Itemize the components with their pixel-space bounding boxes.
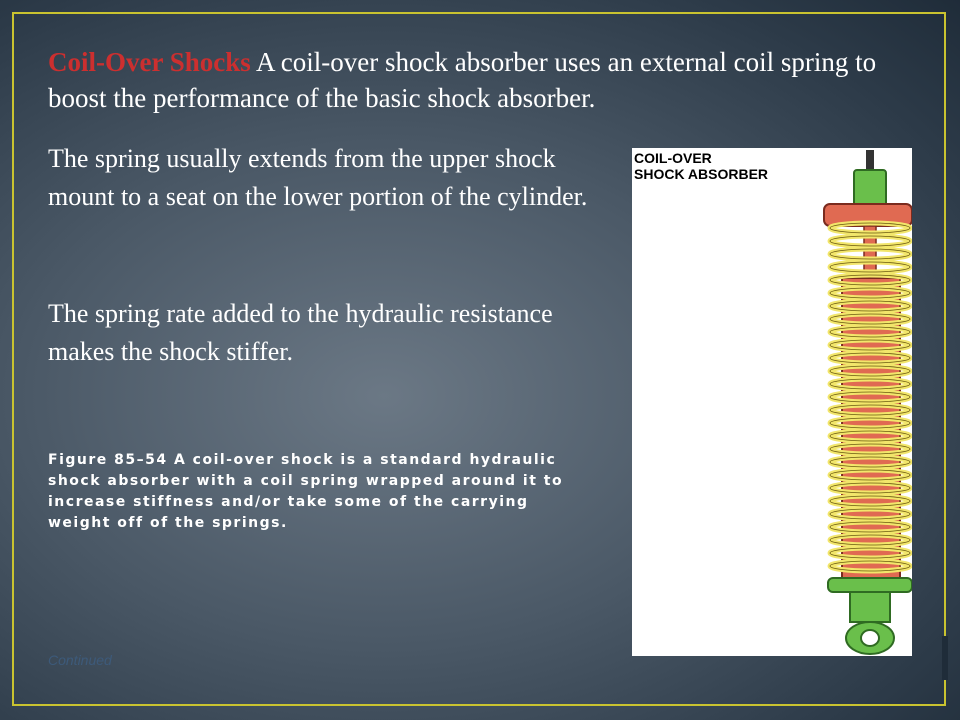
eyelet-hole [861, 630, 879, 646]
coilover-illustration [632, 148, 912, 656]
upper-mount [854, 170, 886, 208]
paragraph-spring-rate: The spring rate added to the hydraulic resistance makes the shock stiffer. [48, 299, 553, 366]
figure-label: COIL-OVER SHOCK ABSORBER [634, 150, 769, 182]
heading-text: A coil-over shock absorber uses an external coil spring to boost the performance of the basic shock absorber. [48, 47, 877, 113]
paragraph-spring-extent: The spring usually extends from the upper shock mount to a seat on the lower portion of the cylinder. [48, 144, 588, 211]
figure-caption: Figure 85–54 A coil-over shock is a standard hydraulic shock absorber with a coil spring wrapped around it to increase stiffness and/or take some of the carrying weight off of the springs. [48, 452, 564, 531]
slide-heading [48, 44, 908, 116]
lower-spring-seat [828, 578, 912, 592]
continued-label: Continued [48, 652, 112, 668]
heading-lead: Coil-Over Shocks [48, 47, 251, 77]
lower-body [850, 592, 890, 622]
coilover-figure [632, 148, 912, 656]
border-gap [942, 636, 948, 680]
